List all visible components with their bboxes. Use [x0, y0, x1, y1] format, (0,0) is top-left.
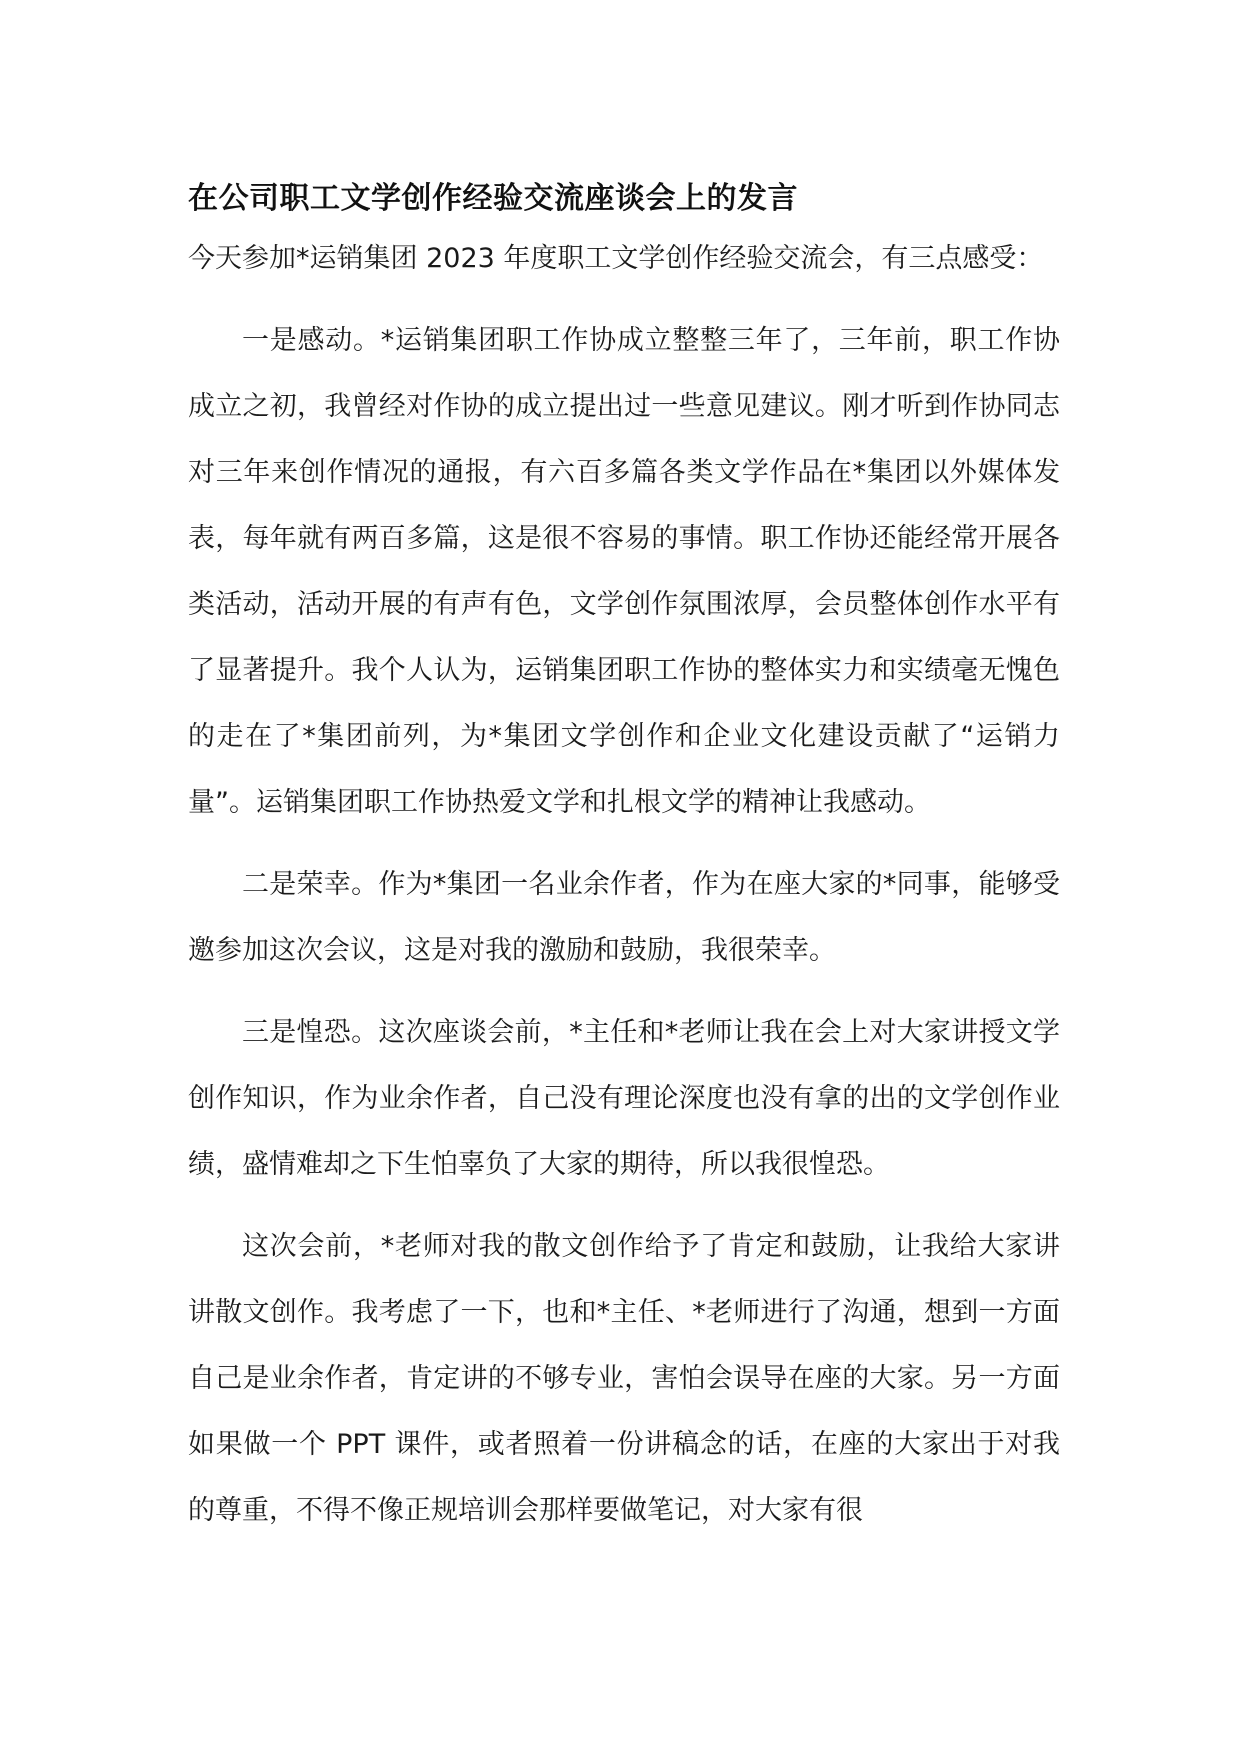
intro-paragraph: 今天参加*运销集团 2023 年度职工文学创作经验交流会，有三点感受： — [188, 243, 1044, 274]
paragraph-before-meeting: 这次会前，*老师对我的散文创作给予了肯定和鼓励，让我给大家讲讲散文创作。我考虑了一下，也和*主任、*老师进行了沟通，想到一方面自己是业余作者，肯定讲的不够专业，害怕会误导在座的大家。另一方面如果做一个 PPT 课件，或者照着一份讲稿念的话，在座的大家出于对我的尊重，不得不像正规培训会那样要做笔记，对大家有很 — [188, 1231, 1060, 1526]
paragraph-moved: 一是感动。*运销集团职工作协成立整整三年了，三年前，职工作协成立之初，我曾经对作协的成立提出过一些意见建议。刚才听到作协同志对三年来创作情况的通报，有六百多篇各类文学作品在*集团以外媒体发表，每年就有两百多篇，这是很不容易的事情。职工作协还能经常开展各类活动，活动开展的有声有色，文学创作氛围浓厚，会员整体创作水平有了显著提升。我个人认为，运销集团职工作协的整体实力和实绩毫无愧色的走在了*集团前列，为*集团文学创作和企业文化建设贡献了“运销力量”。运销集团职工作协热爱文学和扎根文学的精神让我感动。 — [188, 325, 1060, 818]
paragraph-honored: 二是荣幸。作为*集团一名业余作者，作为在座大家的*同事，能够受邀参加这次会议，这是对我的激励和鼓励，我很荣幸。 — [188, 869, 1060, 966]
document-title: 在公司职工文学创作经验交流座谈会上的发言 — [188, 181, 798, 216]
paragraph-anxious: 三是惶恐。这次座谈会前，*主任和*老师让我在会上对大家讲授文学创作知识，作为业余作者，自己没有理论深度也没有拿的出的文学创作业绩，盛情难却之下生怕辜负了大家的期待，所以我很惶恐。 — [188, 1017, 1060, 1180]
document-body — [188, 172, 1060, 1560]
